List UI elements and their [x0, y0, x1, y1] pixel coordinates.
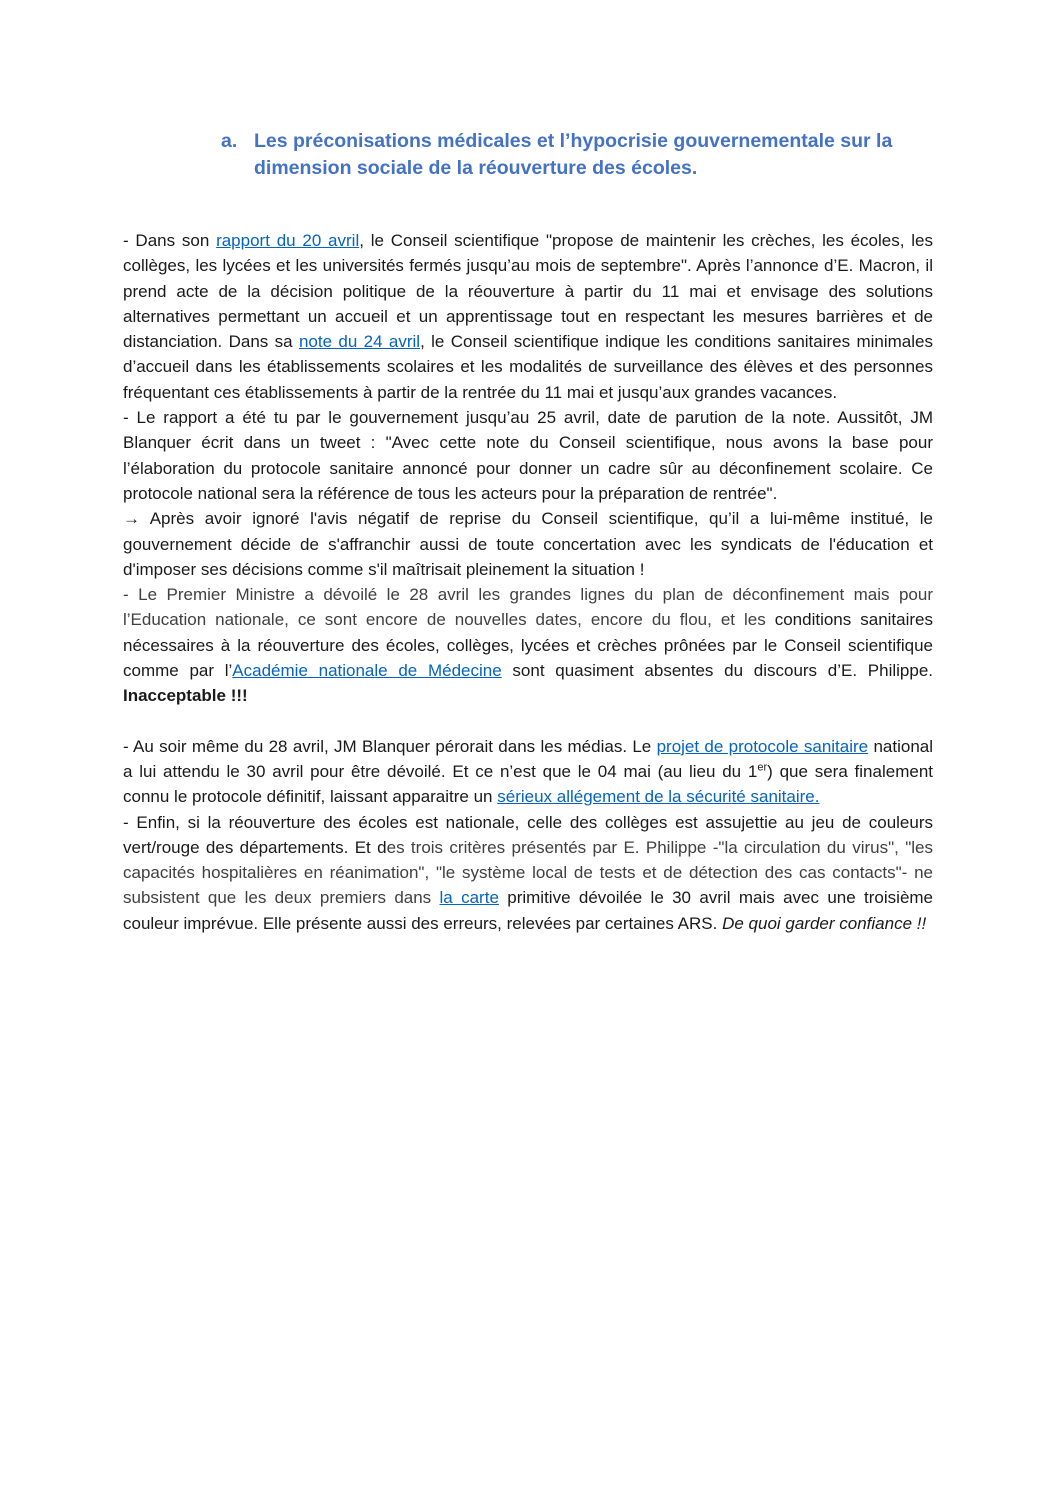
text: primitive dévoilée le 30 avril mais avec une troisième couleur imprévue. Elle présente aussi des erreurs, relevées par certaines ARS. — [123, 888, 934, 933]
paragraph-2: - Le rapport a été tu par le gouvernement jusqu’au 25 avril, date de parution de la note. Aussitôt, JM Blanquer écrit dans un tweet : "Avec cette note du Conseil scientifique, nous avons la base pour l’élaboration du protocole sanitaire annoncé pour donner un cadre sûr au déconfinement scolaire. Ce protocole national sera la référence de tous les acteurs pour la préparation de rentrée". — [123, 408, 933, 503]
link-allegement-securite[interactable]: sérieux allégement de la sécurité sanitaire. — [497, 787, 820, 807]
text: , le Conseil scientifique indique les conditions sanitaires minimales d’accueil dans les établissements scolaires et les modalités de surveillance des élèves et des personnes fréquentant ces établissements à partir de la rentrée du 11 mai et jusqu’aux grandes vacances. — [123, 332, 933, 402]
heading-text: Les préconisations médicales et l’hypocrisie gouvernementale sur la dimension sociale de la réouverture des écoles. — [254, 130, 893, 179]
link-academie-medecine[interactable]: Académie nationale de Médecine — [232, 661, 502, 681]
emphasis: Inacceptable !!! — [123, 686, 248, 706]
text: national a lui attendu le 30 avril pour être dévoilé. Et ce n’est que le 04 mai (au lieu du 1 — [123, 736, 934, 781]
paragraph-1 — [123, 228, 933, 405]
text: - Le Premier Ministre a dévoilé le 28 avril les grandes lignes du plan de déconfinement mais pour l’Education nationale, ce sont encore de nouvelles dates, encore du flou, et les — [123, 585, 933, 630]
paragraph-6 — [123, 810, 933, 936]
arrow-icon: → — [123, 509, 140, 529]
text: , le Conseil scientifique "propose de maintenir les crèches, les écoles, les collèges, les lycées et les universités fermés jusqu’au mois de septembre". Après l’annonce d’E. Macron, il prend acte de la décision politique de la réouverture à partir du 11 mai et envisage des solutions alternatives permettant un accueil et un apprentissage tout en respectant les mesures barrières et de distanciation. Dans sa — [123, 231, 933, 352]
paragraph-5 — [123, 734, 933, 810]
link-rapport-20-avril[interactable]: rapport du 20 avril — [216, 231, 360, 250]
paragraph-3 — [123, 506, 933, 582]
link-la-carte[interactable]: la carte — [439, 888, 499, 908]
text: ) que sera finalement connu le protocole définitif, laissant apparaitre un — [123, 761, 933, 807]
text: sont quasiment absentes du discours d’E. Philippe. — [501, 661, 933, 681]
link-projet-protocole[interactable]: projet de protocole sanitaire — [656, 736, 869, 756]
paragraph-4 — [123, 582, 933, 708]
text: - Au soir même du 28 avril, JM Blanquer pérorait dans les médias. Le — [123, 736, 657, 756]
text: es trois critères présentés par E. Philippe -"la circulation du virus", "les capacités hospitalières en réanimation", "le système local de tests et de détection des cas contacts"- ne subsistent que les deux premiers dans — [123, 837, 933, 908]
text: - Enfin, si la réouverture des écoles est nationale, celle des collèges est assujettie au jeu de couleurs vert/rouge des départements. Et d — [123, 812, 933, 857]
text: Après avoir ignoré l'avis négatif de reprise du Conseil scientifique, qu’il a lui-même institué, le gouvernement décide de s'affranchir aussi de toute concertation avec les syndicats de l'éducation et d'imposer ses décisions comme s'il maîtrisait pleinement la situation ! — [123, 509, 933, 579]
superscript: er — [757, 761, 768, 774]
link-note-24-avril[interactable]: note du 24 avril — [298, 332, 421, 352]
heading-number: a. — [221, 130, 238, 152]
text: sanitaires nécessaires à la réouverture des écoles, collèges, lycées et crèches prônées par le Conseil scientifique comme par l’ — [123, 610, 934, 681]
document-page — [123, 128, 933, 936]
italic-text: De quoi garder confiance !! — [722, 913, 927, 933]
section-heading — [221, 128, 933, 182]
text: conditions — [774, 610, 852, 630]
text: - Dans son — [123, 231, 217, 250]
